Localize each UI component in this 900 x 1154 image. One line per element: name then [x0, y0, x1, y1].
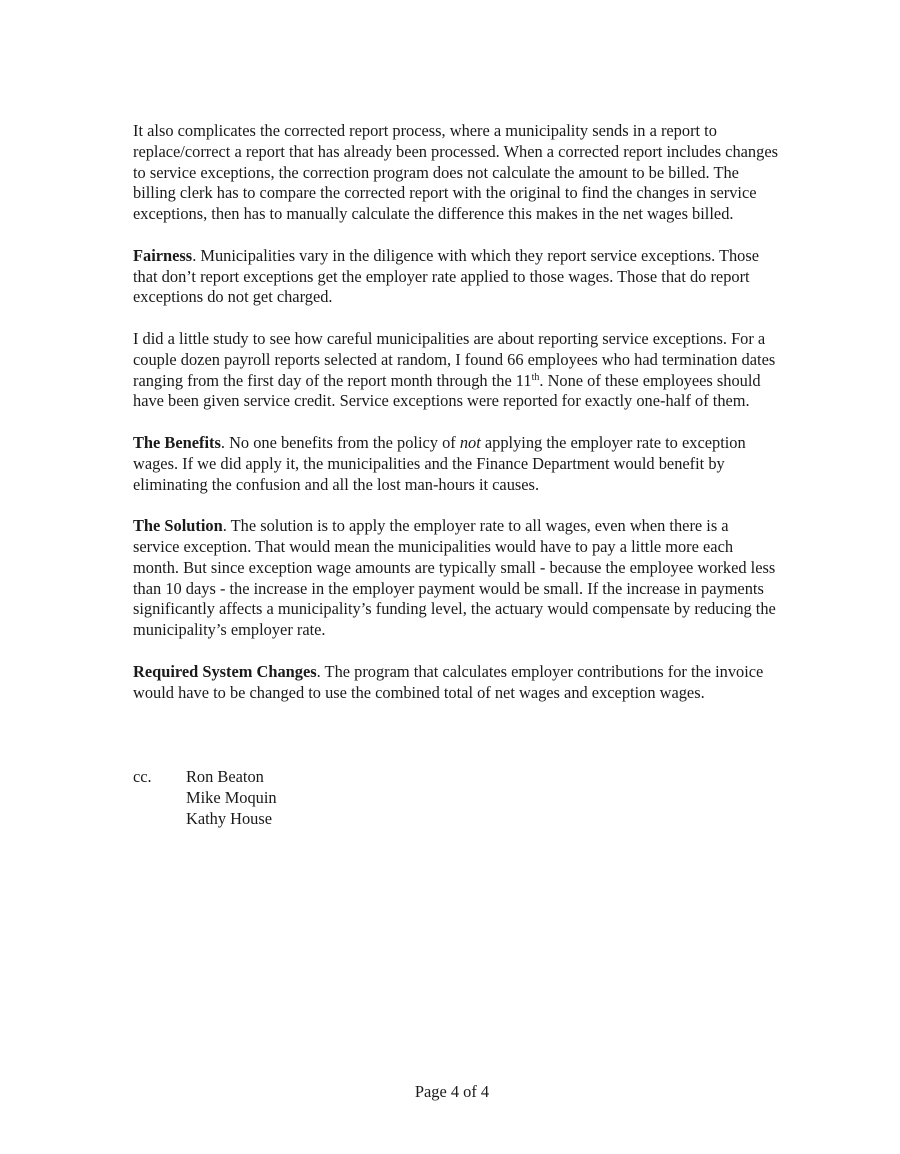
cc-recipient: Ron Beaton — [186, 767, 264, 786]
paragraph-required-system-changes — [133, 662, 778, 704]
section-heading-benefits: The Benefits — [133, 432, 221, 452]
page-number: Page 4 of 4 — [414, 1082, 490, 1101]
paragraph-text: It also complicates the corrected report process, where a municipality sends in a report to replace/correct a report that has already been processed. When a corrected report includes changes to service exceptions, the correction program does not calculate the amount to be billed. The billing clerk has to compare the corrected report with the original to find the changes in service exceptions, then has to manually calculate the difference this makes in the net wages billed. — [133, 121, 778, 224]
paragraph-text: . The solution is to apply the employer rate to all wages, even when there is a service exception. That would mean the municipalities would have to pay a little more each month. But since exception wage amounts are typically small - because the employee worked less than 10 days - the increase in the employer payment would be small. If the increase in payments significantly affects a municipality’s funding level, the actuary would compensate by reducing the municipality’s employer rate. — [133, 516, 776, 640]
paragraph-benefits — [133, 433, 778, 495]
cc-label: cc. — [133, 767, 152, 786]
paragraph-text: . The program that calculates employer contributions for the invoice would have to be changed to use the combined total of net wages and exception wages. — [133, 661, 764, 702]
cc-recipient: Mike Moquin — [186, 787, 277, 807]
paragraph-text: . Municipalities vary in the diligence with which they report service exceptions. Those that don’t report exceptions get the employer rate applied to those wages. Those that do report exceptions do not get charged. — [133, 245, 760, 307]
paragraph-text: I did a little study to see how careful municipalities are about reporting service exceptions. For a couple dozen payroll reports selected at random, I found 66 employees who had termination dates ranging from the first day of the report month through the 11 — [133, 328, 776, 390]
paragraph-corrected-report-process — [133, 121, 778, 225]
section-heading-solution: The Solution — [133, 516, 223, 536]
cc-names — [186, 767, 386, 829]
emphasis-text: not — [459, 432, 481, 452]
paragraph-text: applying the employer rate to exception wages. If we did apply it, the municipalities and the Finance Department would benefit by eliminating the confusion and all the lost man-hours it causes. — [133, 432, 746, 494]
paragraph-text: . None of these employees should have been given service credit. Service exceptions were reported for exactly one-half of them. — [133, 370, 761, 411]
cc-recipient: Kathy House — [186, 808, 273, 828]
memo-body — [133, 121, 778, 724]
paragraph-text: . No one benefits from the policy of — [220, 432, 460, 452]
paragraph-fairness — [133, 246, 778, 308]
paragraph-solution — [133, 516, 778, 641]
ordinal-superscript: th — [531, 371, 540, 383]
section-heading-required-system-changes: Required System Changes — [133, 661, 317, 681]
section-heading-fairness: Fairness — [133, 245, 193, 265]
paragraph-study — [133, 329, 778, 412]
